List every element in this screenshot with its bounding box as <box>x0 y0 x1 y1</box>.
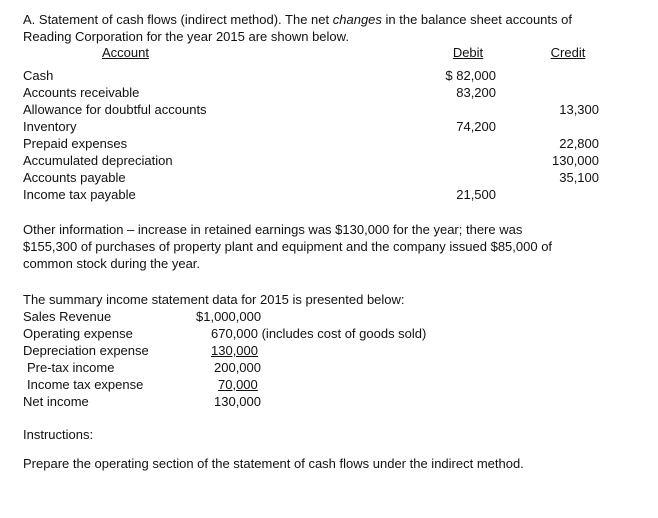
account-name: Prepaid expenses <box>23 136 128 151</box>
summary-label: Net income <box>23 394 89 409</box>
credit-amount: 13,300 <box>559 102 599 117</box>
credit-amount: 130,000 <box>552 153 599 168</box>
debit-amount: 74,200 <box>456 119 496 134</box>
summary-value: 70,000 <box>218 377 258 392</box>
debit-amount: 21,500 <box>456 187 496 202</box>
summary-label: Pre-tax income <box>27 360 115 375</box>
other-info-line: common stock during the year. <box>23 256 201 271</box>
debit-amount: $ 82,000 <box>445 68 496 83</box>
account-name: Accumulated depreciation <box>23 153 173 168</box>
account-name: Accounts payable <box>23 170 126 185</box>
credit-column-header: Credit <box>550 45 586 60</box>
problem-intro <box>23 11 643 45</box>
account-name: Allowance for doubtful accounts <box>23 102 207 117</box>
account-name: Income tax payable <box>23 187 136 202</box>
debit-amount: 83,200 <box>456 85 496 100</box>
account-column-header: Account <box>102 45 149 60</box>
summary-label: Depreciation expense <box>23 343 149 358</box>
summary-value: 670,000 (includes cost of goods sold) <box>211 326 427 341</box>
account-name: Inventory <box>23 119 77 134</box>
instructions-text: Prepare the operating section of the statement of cash flows under the indirect method. <box>23 456 524 471</box>
summary-label: Income tax expense <box>27 377 144 392</box>
summary-value: $1,000,000 <box>196 309 262 324</box>
summary-value: 130,000 <box>214 394 261 409</box>
debit-column-header: Debit <box>452 45 484 60</box>
account-name: Accounts receivable <box>23 85 140 100</box>
intro-line-1: A. Statement of cash flows (indirect method). The net changes in the balance sheet accounts of <box>23 12 572 27</box>
other-info-line: $155,300 of purchases of property plant and equipment and the company issued $85,000 of <box>23 239 553 254</box>
other-info-line: Other information – increase in retained earnings was $130,000 for the year; there was <box>23 222 523 237</box>
credit-amount: 35,100 <box>559 170 599 185</box>
summary-value: 130,000 <box>211 343 258 358</box>
summary-value: 200,000 <box>214 360 261 375</box>
intro-line-2: Reading Corporation for the year 2015 are shown below. <box>23 29 349 44</box>
summary-heading: The summary income statement data for 2015 is presented below: <box>23 292 405 307</box>
summary-label: Operating expense <box>23 326 133 341</box>
other-information <box>23 221 643 272</box>
changes-emphasis: changes <box>332 12 382 27</box>
account-name: Cash <box>23 68 54 83</box>
credit-amount: 22,800 <box>559 136 599 151</box>
summary-label: Sales Revenue <box>23 309 112 324</box>
instructions-heading: Instructions: <box>23 427 94 442</box>
